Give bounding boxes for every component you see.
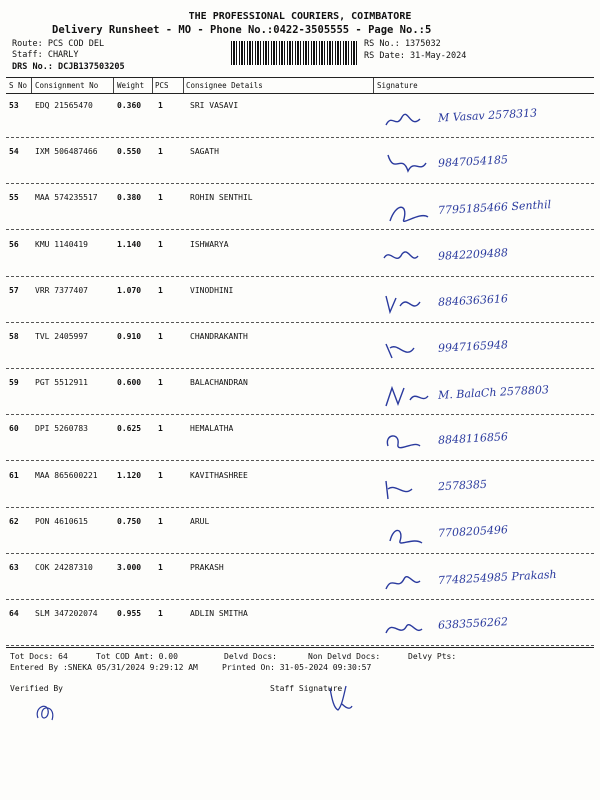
drs-number: DRS No.: DCJB137503205 bbox=[12, 62, 125, 72]
col-pcs: PCS bbox=[155, 81, 169, 90]
row-sno: 57 bbox=[9, 285, 19, 295]
signature-scribble-image bbox=[380, 422, 440, 462]
row-signature bbox=[370, 232, 595, 276]
signature-scribble-image bbox=[380, 330, 440, 370]
row-sno: 54 bbox=[9, 147, 19, 157]
table-row bbox=[0, 326, 600, 372]
row-consignment: SLM 347202074 bbox=[35, 609, 98, 619]
signature-text: 6383556262 bbox=[437, 615, 509, 633]
row-consignee: KAVITHASHREE bbox=[190, 470, 248, 480]
row-consignee: ADLIN SMITHA bbox=[190, 609, 248, 619]
table-row bbox=[0, 557, 600, 603]
footer-rule bbox=[6, 647, 594, 648]
col-divider bbox=[31, 78, 32, 93]
staff-signature-label: Staff Signature bbox=[270, 684, 343, 693]
rs-date: RS Date: 31-May-2024 bbox=[364, 51, 467, 61]
signature-text: 7708205496 bbox=[437, 522, 509, 540]
table-row bbox=[0, 372, 600, 418]
signature-scribble-image bbox=[380, 145, 440, 185]
row-consignee: SAGATH bbox=[190, 147, 219, 157]
row-signature bbox=[370, 93, 595, 137]
signature-text: M Vasav 2578313 bbox=[437, 106, 538, 125]
row-weight: 0.360 bbox=[117, 101, 142, 110]
row-signature bbox=[370, 139, 595, 183]
row-consignment: MAA 865600221 bbox=[35, 470, 98, 480]
signature-scribble-image bbox=[380, 561, 440, 601]
row-consignee: ROHIN SENTHIL bbox=[190, 193, 253, 203]
row-sno: 56 bbox=[9, 239, 19, 249]
signature-scribble-image bbox=[380, 191, 440, 231]
row-consignment: IXM 506487466 bbox=[35, 147, 98, 157]
rs-number: RS No.: 1375032 bbox=[364, 39, 441, 49]
col-consignee: Consignee Details bbox=[186, 81, 263, 90]
row-signature bbox=[370, 370, 595, 414]
row-sno: 59 bbox=[9, 378, 19, 388]
row-consignment: COK 24287310 bbox=[35, 563, 93, 572]
row-separator bbox=[6, 414, 594, 415]
row-weight: 0.550 bbox=[117, 147, 142, 157]
row-signature bbox=[370, 463, 595, 507]
row-weight: 1.070 bbox=[117, 285, 142, 295]
route-label: Route: PCS COD DEL bbox=[12, 39, 105, 49]
signature-text: 7748254985 Prakash bbox=[437, 567, 557, 588]
row-consignee: SRI VASAVI bbox=[190, 101, 239, 110]
row-consignee: HEMALATHA bbox=[190, 424, 234, 434]
row-consignment: VRR 7377407 bbox=[35, 285, 88, 295]
row-sno: 53 bbox=[9, 101, 19, 110]
row-sno: 60 bbox=[9, 424, 19, 434]
signature-scribble-image bbox=[380, 284, 440, 324]
row-weight: 0.625 bbox=[117, 424, 142, 434]
row-pcs: 1 bbox=[158, 424, 163, 434]
row-separator bbox=[6, 553, 594, 554]
row-signature bbox=[370, 509, 595, 553]
row-separator bbox=[6, 276, 594, 277]
row-pcs: 1 bbox=[158, 516, 163, 526]
staff-signature-image bbox=[322, 680, 358, 716]
header-rule-top bbox=[6, 77, 594, 78]
row-pcs: 1 bbox=[158, 563, 163, 572]
row-weight: 0.910 bbox=[117, 332, 142, 341]
row-sno: 55 bbox=[9, 193, 19, 203]
row-pcs: 1 bbox=[158, 239, 163, 249]
row-sno: 63 bbox=[9, 563, 19, 572]
col-divider bbox=[152, 78, 153, 93]
signature-scribble-image bbox=[380, 469, 440, 509]
row-separator bbox=[6, 460, 594, 461]
row-weight: 0.600 bbox=[117, 378, 142, 388]
col-divider bbox=[183, 78, 184, 93]
signature-text: 9847054185 bbox=[437, 153, 509, 171]
row-signature bbox=[370, 601, 595, 645]
total-docs: Tot Docs: 64 bbox=[10, 652, 68, 661]
delivery-points: Delvy Pts: bbox=[408, 652, 457, 661]
row-weight: 0.955 bbox=[117, 609, 142, 619]
row-consignee: VINODHINI bbox=[190, 285, 234, 295]
row-consignee: ARUL bbox=[190, 516, 210, 526]
table-row bbox=[0, 418, 600, 464]
table-row bbox=[0, 141, 600, 187]
table-row bbox=[0, 280, 600, 326]
row-consignee: BALACHANDRAN bbox=[190, 378, 248, 388]
col-sno: S No bbox=[9, 81, 28, 90]
row-pcs: 1 bbox=[158, 470, 163, 480]
verified-by-label: Verified By bbox=[10, 684, 63, 693]
signature-text: 9947165948 bbox=[437, 338, 509, 355]
row-separator bbox=[6, 183, 594, 184]
signature-scribble-image bbox=[380, 515, 440, 555]
col-weight: Weight bbox=[117, 81, 145, 90]
row-sno: 58 bbox=[9, 332, 19, 341]
row-pcs: 1 bbox=[158, 609, 163, 619]
row-consignee: PRAKASH bbox=[190, 563, 224, 572]
row-weight: 3.000 bbox=[117, 563, 142, 572]
signature-scribble-image bbox=[380, 376, 440, 416]
row-separator bbox=[6, 368, 594, 369]
table-row bbox=[0, 465, 600, 511]
row-pcs: 1 bbox=[158, 147, 163, 157]
delivered-docs: Delvd Docs: bbox=[224, 652, 277, 661]
row-consignee: ISHWARYA bbox=[190, 239, 229, 249]
signature-text: M. BalaCh 2578803 bbox=[437, 383, 550, 403]
row-pcs: 1 bbox=[158, 193, 163, 203]
table-row bbox=[0, 603, 600, 649]
row-weight: 0.750 bbox=[117, 516, 142, 526]
non-delivered-docs: Non Delvd Docs: bbox=[308, 652, 381, 661]
row-sno: 64 bbox=[9, 609, 19, 619]
row-weight: 1.140 bbox=[117, 239, 142, 249]
row-consignment: TVL 2405997 bbox=[35, 332, 88, 341]
col-divider bbox=[113, 78, 114, 93]
signature-text: 9842209488 bbox=[437, 245, 509, 263]
row-signature bbox=[370, 185, 595, 229]
row-signature bbox=[370, 278, 595, 322]
signature-scribble-image bbox=[380, 607, 440, 647]
row-sno: 61 bbox=[9, 470, 19, 480]
row-separator bbox=[6, 599, 594, 600]
row-signature bbox=[370, 324, 595, 368]
table-row bbox=[0, 234, 600, 280]
row-pcs: 1 bbox=[158, 378, 163, 388]
row-separator bbox=[6, 322, 594, 323]
row-pcs: 1 bbox=[158, 285, 163, 295]
row-consignment: DPI 5260783 bbox=[35, 424, 88, 434]
row-weight: 0.380 bbox=[117, 193, 142, 203]
total-cod: Tot COD Amt: 0.00 bbox=[96, 652, 178, 661]
row-consignee: CHANDRAKANTH bbox=[190, 332, 248, 341]
row-separator bbox=[6, 229, 594, 230]
signature-text: 7795185466 Senthil bbox=[437, 198, 552, 218]
signature-scribble-image bbox=[380, 238, 440, 278]
runsheet-title: Delivery Runsheet - MO - Phone No.:0422-3505555 - Page No.:5 bbox=[52, 24, 432, 36]
barcode-image bbox=[231, 41, 357, 65]
col-signature: Signature bbox=[377, 81, 418, 90]
entered-by: Entered By :SNEKA 05/31/2024 9:29:12 AM bbox=[10, 663, 198, 672]
row-separator bbox=[6, 137, 594, 138]
signature-scribble-image bbox=[380, 99, 440, 139]
row-consignment: KMU 1140419 bbox=[35, 239, 88, 249]
signature-text: 8848116856 bbox=[437, 430, 509, 448]
row-separator bbox=[6, 507, 594, 508]
row-sno: 62 bbox=[9, 516, 19, 526]
col-consignment: Consignment No bbox=[35, 81, 99, 90]
col-divider bbox=[373, 78, 374, 93]
row-consignment: PON 4610615 bbox=[35, 516, 88, 526]
row-consignment: EDQ 21565470 bbox=[35, 101, 93, 110]
table-row bbox=[0, 187, 600, 233]
staff-label: Staff: CHARLY bbox=[12, 50, 79, 60]
row-consignment: PGT 5512911 bbox=[35, 378, 88, 388]
row-signature bbox=[370, 555, 595, 599]
row-signature bbox=[370, 416, 595, 460]
row-weight: 1.120 bbox=[117, 470, 142, 480]
verified-signature-image bbox=[32, 696, 62, 726]
row-pcs: 1 bbox=[158, 332, 163, 341]
row-pcs: 1 bbox=[158, 101, 163, 110]
printed-on: Printed On: 31-05-2024 09:30:57 bbox=[222, 663, 372, 672]
row-consignment: MAA 574235517 bbox=[35, 193, 98, 203]
table-row bbox=[0, 511, 600, 557]
signature-text: 2578385 bbox=[437, 477, 488, 493]
table-row bbox=[0, 95, 600, 141]
company-title: THE PROFESSIONAL COURIERS, COIMBATORE bbox=[188, 11, 412, 22]
signature-text: 8846363616 bbox=[437, 291, 509, 309]
